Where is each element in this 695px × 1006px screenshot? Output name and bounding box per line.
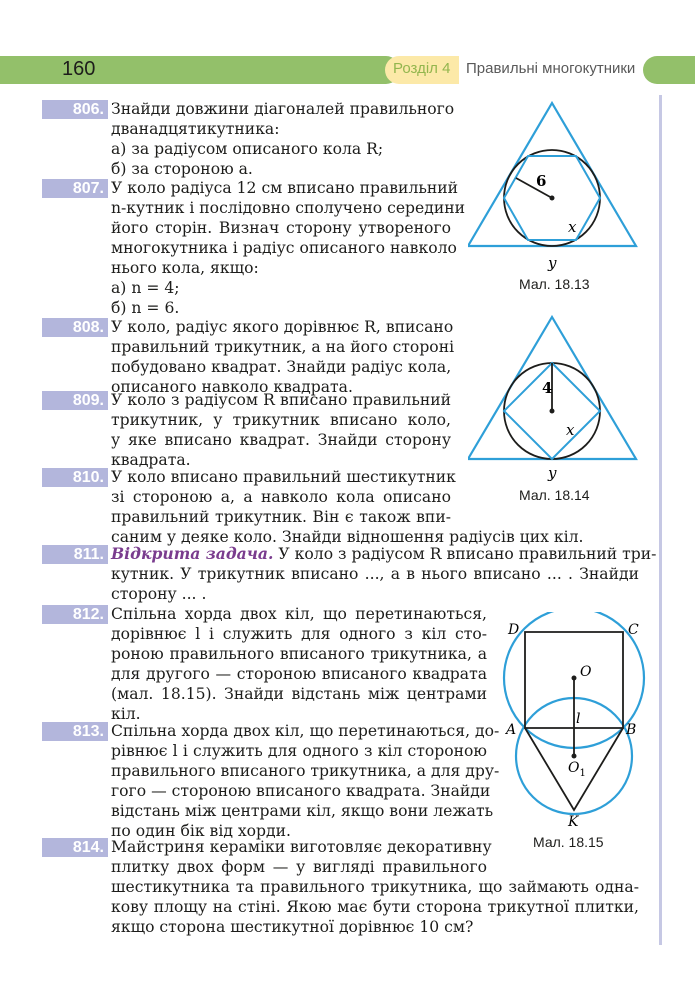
label-C: C: [628, 622, 639, 638]
text-line: відстань між центрами кіл, якщо вони лежать: [111, 802, 494, 820]
section-label: Розділ 4: [393, 60, 451, 77]
label-x: x: [566, 421, 575, 439]
label-l: l: [576, 711, 581, 727]
text-line: роною правильного вписаного трикутника, а: [111, 645, 487, 663]
header-bar-left: [0, 56, 400, 84]
text-line: дванадцятикутника:: [111, 120, 280, 138]
page-number: 160: [62, 58, 96, 80]
label-B: B: [626, 722, 637, 738]
label-x: x: [568, 218, 577, 236]
figure-18-15: [498, 612, 658, 832]
text-line: описаного навколо квадрата.: [111, 378, 353, 396]
text-line: У коло, радіус якого дорівнює R, вписано: [111, 318, 454, 336]
problem-number-813: 813.: [42, 722, 108, 741]
text-line: якщо сторона шестикутної дорівнює 10 см?: [111, 918, 474, 936]
text-line: кутник. У трикутник вписано ..., а в нього вписано ... . Знайди: [111, 565, 639, 583]
text-line: многокутника і радіус описаного навколо: [111, 239, 457, 257]
point-O: [572, 676, 577, 681]
text-line: по один бік від хорди.: [111, 822, 291, 840]
text-line: рівнює l і служить для одного з кіл стороною: [111, 742, 487, 760]
open-task-label: Відкрита задача.: [111, 544, 274, 563]
problem-number-809: 809.: [42, 391, 108, 410]
text-line: правильного вписаного трикутника, а для дру-: [111, 762, 500, 780]
text-line: сторону ... .: [111, 585, 207, 603]
label-D: D: [508, 622, 520, 638]
figure-18-14: [468, 313, 648, 483]
chapter-title: Правильні многокутники: [466, 60, 636, 77]
label-y: y: [548, 254, 557, 272]
problem-number-806: 806.: [42, 100, 108, 119]
text-line: у яке вписано квадрат. Знайди сторону: [111, 431, 451, 449]
problem-number-810: 810.: [42, 468, 108, 487]
text-line: правильний трикутник. Він є також впи-: [111, 508, 451, 526]
text-line: кову площу на стіні. Якою має бути сторона трикутної плитки,: [111, 898, 639, 916]
text-line: гого — стороною вписаного квадрата. Знайди: [111, 782, 491, 800]
text-line: побудовано квадрат. Знайди радіус кола,: [111, 358, 452, 376]
center-point: [550, 409, 555, 414]
text-line: Спільна хорда двох кіл, що перетинаються,: [111, 605, 487, 623]
text-line: n-кутник і послідовно сполучено середини: [111, 199, 466, 217]
text-line: саним у деяке коло. Знайди відношення радіусів цих кіл.: [111, 528, 584, 546]
problem-number-808: 808.: [42, 318, 108, 337]
text-line: Знайди довжини діагоналей правильного: [111, 100, 455, 118]
label-A: A: [506, 722, 517, 738]
text-line: зі стороною a, а навколо кола описано: [111, 488, 451, 506]
caption-18-14: Мал. 18.14: [519, 487, 590, 503]
text-line: трикутник, у трикутник вписано коло,: [111, 411, 451, 429]
margin-rule: [659, 95, 662, 945]
label-O1: $O_1$: [568, 760, 586, 779]
problem-number-812: 812.: [42, 605, 108, 624]
text-line: правильний трикутник, а на його стороні: [111, 338, 455, 356]
text-line: дорівнює l і служить для одного з кіл сто-: [111, 625, 487, 643]
caption-18-15: Мал. 18.15: [533, 834, 604, 850]
text-line: У коло з радіусом R вписано правильний: [111, 391, 451, 409]
problem-number-811: 811.: [42, 545, 108, 564]
label-radius: 6: [536, 172, 547, 190]
point-O1: [572, 754, 577, 759]
label-radius: 4: [542, 379, 553, 397]
text-line: плитку двох форм — у вигляді правильного: [111, 858, 487, 876]
text-line: Майстриня кераміки виготовляє декоративну: [111, 838, 492, 856]
header-bar-right: [643, 56, 695, 84]
text-line: Спільна хорда двох кіл, що перетинаються, до-: [111, 722, 500, 740]
text-line: У коло радіуса 12 см вписано правильний: [111, 179, 459, 197]
text-line: шестикутника та правильного трикутника, що займають одна-: [111, 878, 639, 896]
label-y: y: [548, 464, 557, 482]
label-K: K: [568, 814, 579, 830]
problem-number-807: 807.: [42, 179, 108, 198]
caption-18-13: Мал. 18.13: [519, 276, 590, 292]
text-line: У коло вписано правильний шестикутник: [111, 468, 456, 486]
text-line: б) за стороною a.: [111, 160, 253, 178]
text-line: а) n = 4;: [111, 279, 180, 297]
triangle-outer: [468, 103, 636, 246]
label-O: O: [580, 664, 592, 680]
text-line: для другого — стороною вписаного квадрата: [111, 665, 487, 683]
text-line: (мал. 18.15). Знайди відстань між центрами: [111, 685, 487, 703]
radius-line: [516, 178, 552, 198]
center-point: [550, 196, 555, 201]
text-line: нього кола, якщо:: [111, 259, 259, 277]
text-line: У коло з радіусом R вписано правильний три-: [273, 545, 657, 563]
problem-number-814: 814.: [42, 838, 108, 857]
text-line: кіл.: [111, 705, 141, 723]
text-line: його сторін. Визнач сторону утвореного: [111, 219, 451, 237]
text-line: квадрата.: [111, 451, 191, 469]
figure-18-13: [468, 98, 648, 273]
text-line: а) за радіусом описаного кола R;: [111, 140, 384, 158]
text-line: б) n = 6.: [111, 299, 180, 317]
